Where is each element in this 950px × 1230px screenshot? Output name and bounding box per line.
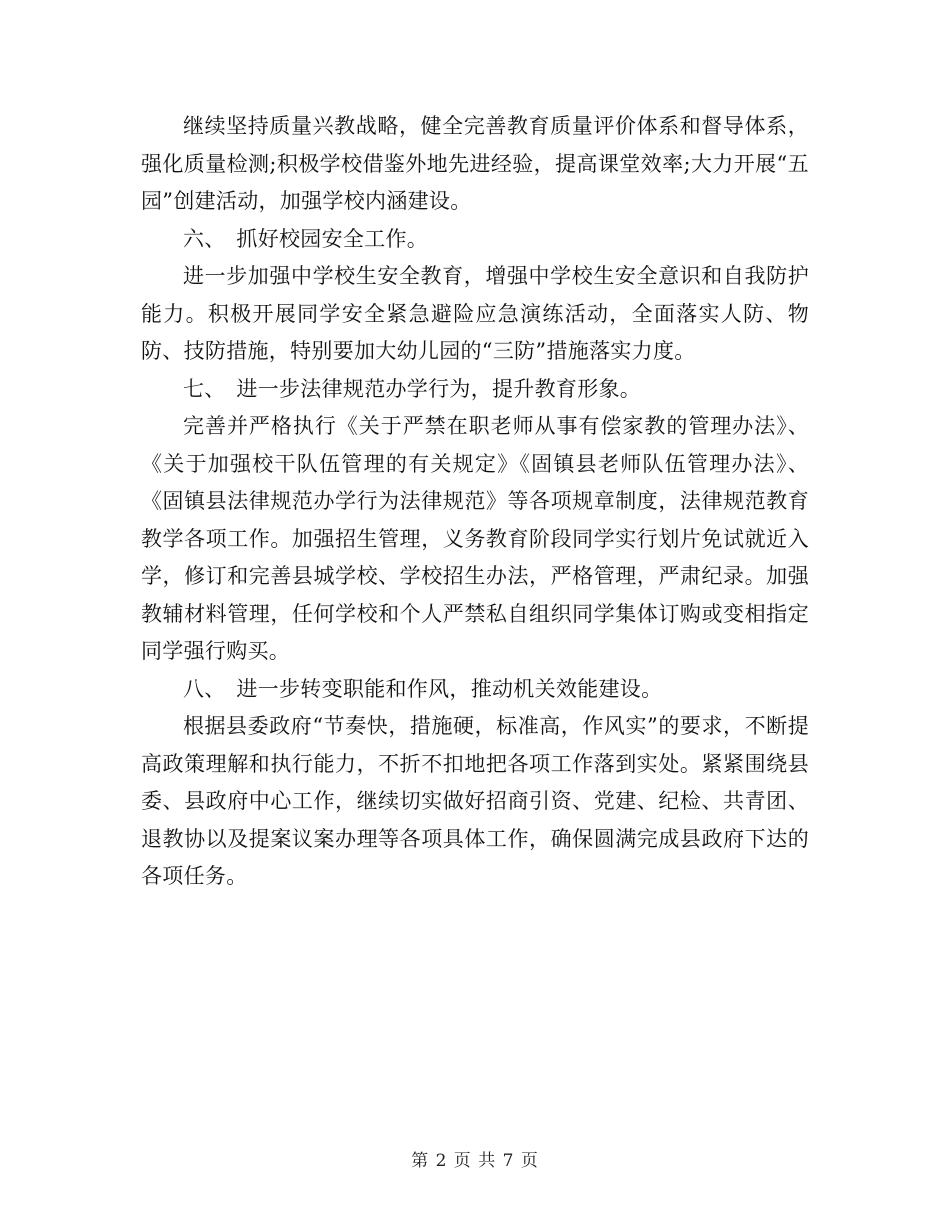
paragraph-school-conduct: 完善并严格执行《关于严禁在职老师从事有偿家教的管理办法》、《关于加强校干队伍管理的有关规定》《固镇县老师队伍管理办法》、《固镇县法律规范办学行为法律规范》等各项规章制度，法律规范教育教学各项工作。加强招生管理，义务教育阶段同学实行划片免试就近入学，修订和完善县城学校、学校招生办法，严格管理，严肃纪录。加强教辅材料管理，任何学校和个人严禁私自组织同学集体订购或变相指定同学强行购买。 [141,414,809,663]
document-body [141,108,809,896]
paragraph-work-style: 根据县委政府“节奏快，措施硬，标准高，作风实”的要求，不断提高政策理解和执行能力，不折不扣地把各项工作落到实处。紧紧围绕县委、县政府中心工作，继续切实做好招商引资、党建、纪检、共青团、退教协以及提案议案办理等各项具体工作，确保圆满完成县政府下达的各项任务。 [141,714,809,888]
section-heading-work-style: 八、 进一步转变职能和作风，推动机关效能建设。 [183,676,663,701]
section-heading-campus-safety: 六、 抓好校园安全工作。 [183,226,429,251]
paragraph-campus-safety: 进一步加强中学校生安全教育，增强中学校生安全意识和自我防护能力。积极开展同学安全紧急避险应急演练活动，全面落实人防、物防、技防措施，特别要加大幼儿园的“三防”措施落实力度。 [141,264,809,363]
paragraph-quality-strategy: 继续坚持质量兴教战略，健全完善教育质量评价体系和督导体系，强化质量检测;积极学校借鉴外地先进经验，提高课堂效率;大力开展“五园”创建活动，加强学校内涵建设。 [141,114,809,213]
section-heading-school-conduct: 七、 进一步法律规范办学行为，提升教育形象。 [183,376,642,401]
page-number-footer: 第 2 页 共 7 页 [411,1151,539,1171]
